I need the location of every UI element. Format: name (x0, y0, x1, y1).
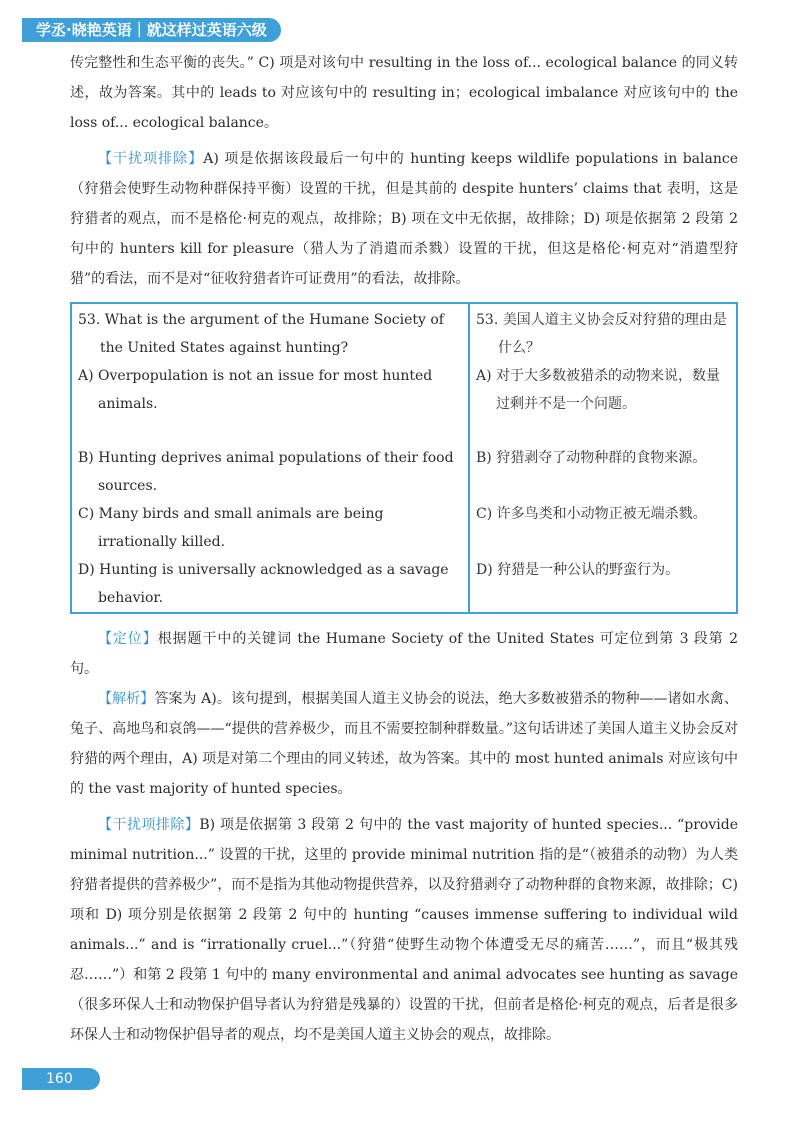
location-text: 根据题干中的关键词 the Humane Society of the United States 可定位到第 3 段第 2 句。 (70, 631, 738, 677)
location-tag: 【定位】 (98, 631, 158, 647)
distractor-text: A) 项是依据该段最后一句中的 hunting keeps wildlife populations in balance（狩猎会使野生动物种群保持平衡）设置的干扰，但是其前的 despite hunters’ claims that 表明，这是狩猎者的观点，而不是格伦·柯克的观点，故排除；B) 项在文中无依据，故排除；D) 项是依据第 2 段第 2 句中的 hunters kill for pleasure（猎人为了消遣而杀戮）设置的干扰，但这是格伦·柯克对“消遣型狩猎”的看法，而不是对“征收狩猎者许可证费用”的看法，故排除。 (70, 151, 738, 287)
option-d-en-cell (71, 556, 469, 613)
option-c-zh: C) 许多鸟类和小动物正被无端杀戮。 (476, 506, 707, 522)
distractor-tag-53: 【干扰项排除】 (98, 817, 200, 833)
option-c-en-cell (71, 500, 469, 556)
question-table (70, 302, 738, 614)
option-b-en: B) Hunting deprives animal populations of their food sources. (78, 450, 454, 494)
option-a-en-cell (71, 362, 469, 444)
option-b-en-cell (71, 444, 469, 500)
paragraph-analysis (70, 684, 738, 804)
option-a-en: A) Overpopulation is not an issue for most hunted animals. (78, 368, 433, 412)
option-b-zh: B) 狩猎剥夺了动物种群的食物来源。 (476, 450, 707, 466)
page-number: 160 (22, 1068, 100, 1090)
option-b-zh-cell (469, 444, 737, 500)
option-d-en: D) Hunting is universally acknowledged as a savage behavior. (78, 562, 449, 606)
question-en: 53. What is the argument of the Humane Society of the United States against hunting? (78, 312, 444, 356)
option-d-zh-cell (469, 556, 737, 613)
paragraph-location (70, 624, 738, 684)
page-content (70, 48, 738, 1050)
option-c-en: C) Many birds and small animals are being irrationally killed. (78, 506, 384, 550)
analysis-text: 答案为 A)。该句提到，根据美国人道主义协会的说法，绝大多数被猎杀的物种——诸如水禽、兔子、高地鸟和哀鸽——“提供的营养极少，而且不需要控制种群数量。”这句话讲述了美国人道主义协会反对狩猎的两个理由，A) 项是对第二个理由的同义转述，故为答案。其中的 most hunted animals 对应该句中的 the vast majority of hunted species。 (70, 691, 739, 797)
paragraph-distractor-analysis-53 (70, 810, 738, 1050)
question-en-cell (71, 303, 469, 362)
option-c-zh-cell (469, 500, 737, 556)
option-a-zh-cell (469, 362, 737, 444)
question-zh-cell (469, 303, 737, 362)
header-title: 学丞·晓艳英语｜就这样过英语六级 (22, 18, 281, 42)
distractor-tag: 【干扰项排除】 (98, 151, 204, 167)
analysis-tag: 【解析】 (98, 691, 155, 707)
option-d-zh: D) 狩猎是一种公认的野蛮行为。 (476, 562, 680, 578)
paragraph-distractor-analysis-52 (70, 144, 738, 294)
question-zh: 53. 美国人道主义协会反对狩猎的理由是什么？ (476, 312, 727, 356)
option-a-zh: A) 对于大多数被猎杀的动物来说，数量过剩并不是一个问题。 (476, 368, 721, 412)
distractor-text-53: B) 项是依据第 3 段第 2 句中的 the vast majority of hunted species... “provide minimal nutrition...” 设置的干扰，这里的 provide minimal nutrition 指的是“（被猎杀的动物）为人类狩猎者提供的营养极少”，而不是指为其他动物提供营养，以及狩猎剥夺了动物种群的食物来源，故排除；C) 项和 D) 项分别是依据第 2 段第 2 句中的 hunting “causes immense suffering to individual wild animals...” and is “irrationally cruel...”（狩猎“使野生动物个体遭受无尽的痛苦……”，而且“极其残忍……”）和第 2 段第 1 句中的 many environmental and animal advocates see hunting as savage（很多环保人士和动物保护倡导者认为狩猎是残暴的）设置的干扰，但前者是格伦·柯克的观点，后者是很多环保人士和动物保护倡导者的观点，均不是美国人道主义协会的观点，故排除。 (70, 817, 738, 1043)
paragraph-continuation: 传完整性和生态平衡的丧失。” C) 项是对该句中 resulting in the loss of... ecological balance 的同义转述，故为答案。其中的 leads to 对应该句中的 resulting in；ecological imbalance 对应该句中的 the loss of... ecological balance。 (70, 55, 738, 131)
